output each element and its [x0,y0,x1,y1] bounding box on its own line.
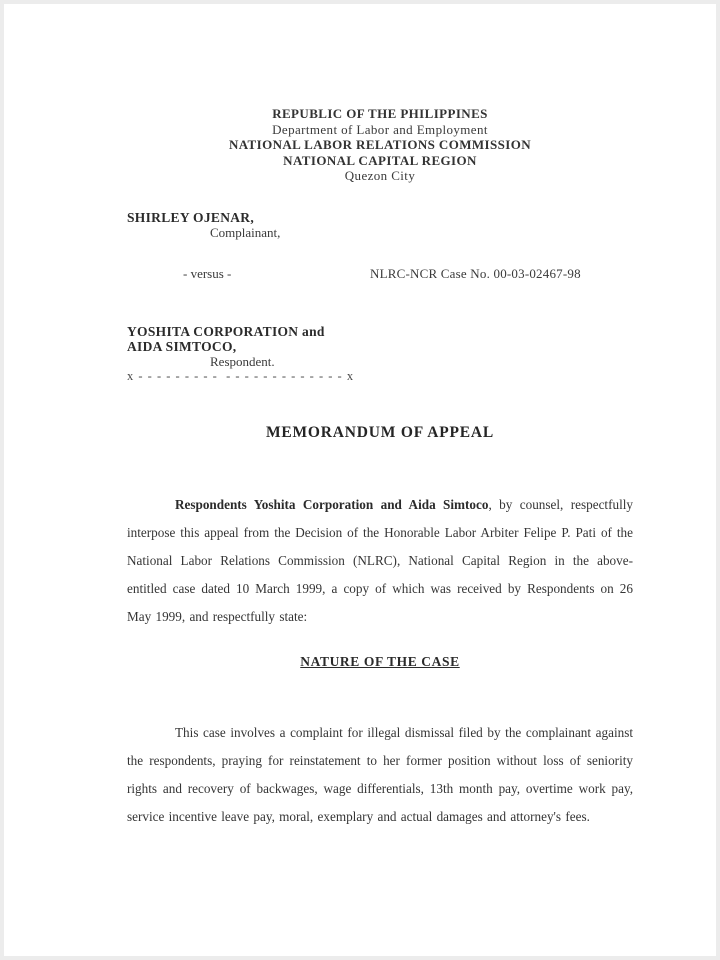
section-heading-text: NATURE OF THE CASE [300,654,460,669]
complainant-block [127,210,633,240]
respondent-block [127,324,633,384]
complainant-name: SHIRLEY OJENAR, [127,210,255,225]
letterhead-commission: NATIONAL LABOR RELATIONS COMMISSION [228,137,532,152]
letterhead-department: Department of Labor and Employment [272,121,488,137]
respondent-role: Respondent. [210,354,275,369]
complainant-role: Complainant, [210,225,281,240]
versus-label: - versus - [183,266,232,281]
letterhead-region: NATIONAL CAPITAL REGION [283,152,477,168]
letterhead-city: Quezon City [344,168,416,183]
respondent-name-line2: AIDA SIMTOCO, [127,339,237,354]
caption-closing-line: x - - - - - - - - - - - - - - - - - - - - - - x [127,369,355,383]
nature-paragraph: This case involves a complaint for illegal dismissal filed by the complainant against the respondents, praying for reinstatement to her former position without loss of seniority rights and recovery of backwages, wage differentials, 13th month pay, overtime work pay, service incentive leave pay, moral, exemplary and actual damages and attorney's fees. [127,725,633,825]
document-title: MEMORANDUM OF APPEAL [265,424,495,441]
letterhead [127,106,633,184]
section-heading-nature-of-case [127,654,633,670]
case-number: NLRC-NCR Case No. 00-03-02467-98 [370,266,581,281]
respondent-name-line1: YOSHITA CORPORATION and [127,324,325,339]
opening-paragraph [127,491,633,631]
opening-paragraph-bold-lead: Respondents Yoshita Corporation and Aida Simtoco [175,497,489,513]
letterhead-republic: REPUBLIC OF THE PHILIPPINES [272,106,488,121]
opening-paragraph-rest: , by counsel, respectfully interpose this appeal from the Decision of the Honorable Labor Arbiter Felipe P. Pati of the National Labor Relations Commission (NLRC), National Capital Region in the above-entitled case dated 10 March 1999, a copy of which was received by Respondents on 26 May 1999, and respectfully state: [127,497,633,625]
